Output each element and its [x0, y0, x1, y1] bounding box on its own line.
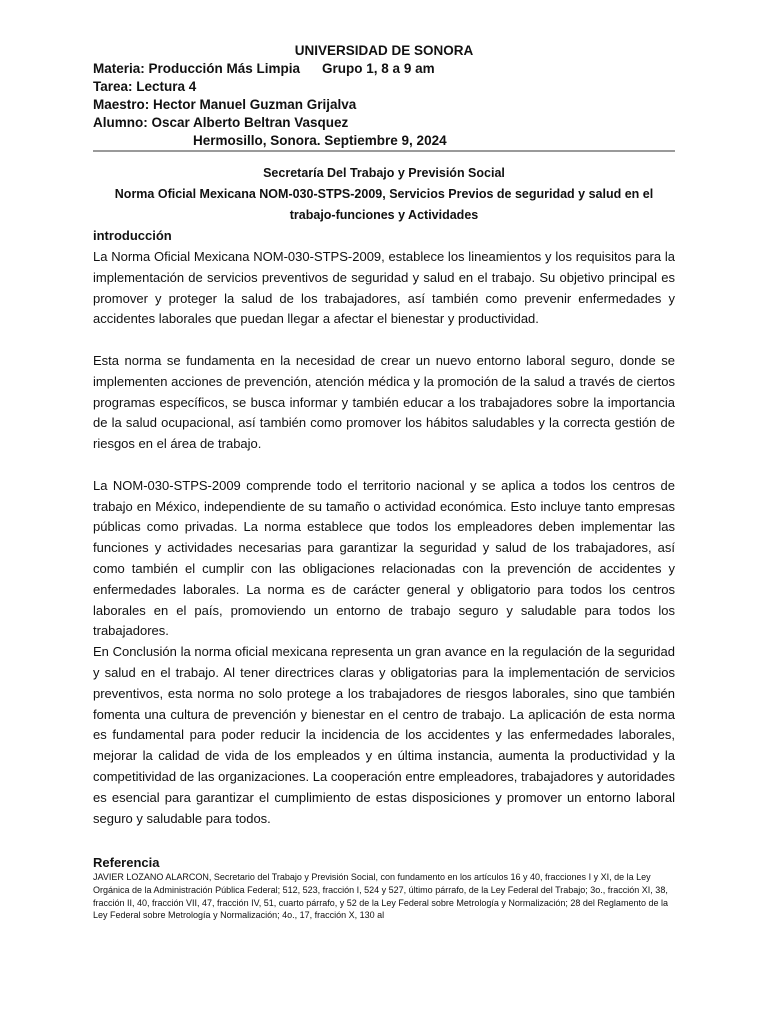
paragraph-intro: La Norma Oficial Mexicana NOM-030-STPS-2009, establece los lineamientos y los requisitos para la implementación de servicios preventivos de seguridad y salud en el trabajo. Su objetivo principal es promover y proteger la salud de los trabajadores, así también como prevenir enfermedades y accidentes laborales que puedan llegar a afectar el bienestar y productividad. [93, 249, 675, 327]
document-titles [93, 163, 675, 226]
teacher-line: Maestro: Hector Manuel Guzman Grijalva [93, 97, 357, 112]
group-label: Grupo 1, 8 a 9 am [322, 61, 435, 76]
place-date-line: Hermosillo, Sonora. Septiembre 9, 2024 [193, 133, 447, 148]
paragraph-conclusion: En Conclusión la norma oficial mexicana representa un gran avance en la regulación de la seguridad y salud en el trabajo. Al tener directrices claras y obligatorias para la implementación de servicios preventivos, esta norma no solo protege a los trabajadores de riesgos laborales, sino que también fomenta una cultura de prevención y bienestar en el centro de trabajo. La aplicación de esta norma es fundamental para poder reducir la incidencia de los accidentes y las enfermedades laborales, mejorar la calidad de vida de los empleados y en última instancia, aumenta la productividad y la competitividad de las organizaciones. La cooperación entre empleadores, trabajadores y autoridades es esencial para garantizar el cumplimiento de estas disposiciones y promover un entorno laboral seguro y saludable para todos. [93, 644, 675, 826]
subject-line [93, 60, 675, 78]
university-name: UNIVERSIDAD DE SONORA [294, 43, 474, 58]
document-header [93, 42, 675, 150]
reference-heading: Referencia [93, 855, 160, 870]
paragraph-fundamento: Esta norma se fundamenta en la necesidad de crear un nuevo entorno laboral seguro, donde se implementen acciones de prevención, atención médica y la promoción de la salud a través de ciertos programas específicos, se busca informar y también educar a los trabajadores sobre la importancia de la salud ocupacional, así también como promover los hábitos saludables y la correcta gestión de riesgos en el área de trabajo. [93, 352, 675, 452]
paragraph-alcance: La NOM-030-STPS-2009 comprende todo el territorio nacional y se aplica a todos los centros de trabajo en México, independiente de su tamaño o actividad económica. Esto incluye tanto empresas públicas como privadas. La norma establece que todos los empleadores deben implementar las funciones y actividades necesarias para garantizar la seguridad y salud de los trabajadores, así como también el cumplir con las obligaciones relacionadas con la prevención de accidentes y enfermedades laborales. La norma es de carácter general y obligatorio para todos los centros laborales en el país, promoviendo un entorno de trabajo seguro y saludable para todos los trabajadores. [93, 477, 675, 639]
reference-text: JAVIER LOZANO ALARCON, Secretario del Trabajo y Previsión Social, con fundamento en los artículos 16 y 40, fracciones I y XI, de la Ley Orgánica de la Administración Pública Federal; 512, 523, fracción I, 524 y 527, último párrafo, de la Ley Federal del Trabajo; 3o., fracción XI, 38, fracción II, 40, fracción VII, 47, fracción IV, 51, cuarto párrafo, y 52 de la Ley Federal sobre Metrología y Normalización; 28 del Reglamento de la Ley Federal sobre Metrología y Normalización; 4o., 17, fracción X, 130 al [93, 872, 668, 921]
intro-heading: introducción [93, 228, 172, 243]
secretaria-title: Secretaría Del Trabajo y Previsión Social [263, 166, 505, 180]
student-line: Alumno: Oscar Alberto Beltran Vasquez [93, 115, 349, 130]
task-line: Tarea: Lectura 4 [93, 79, 197, 94]
header-divider [93, 150, 675, 152]
norma-title-line2: trabajo-funciones y Actividades [289, 208, 479, 222]
document-page [93, 0, 675, 1024]
subject-label: Materia: Producción Más Limpia [93, 61, 301, 76]
document-body [93, 247, 675, 829]
norma-title-line1: Norma Oficial Mexicana NOM-030-STPS-2009, Servicios Previos de seguridad y salud en el [114, 187, 654, 201]
